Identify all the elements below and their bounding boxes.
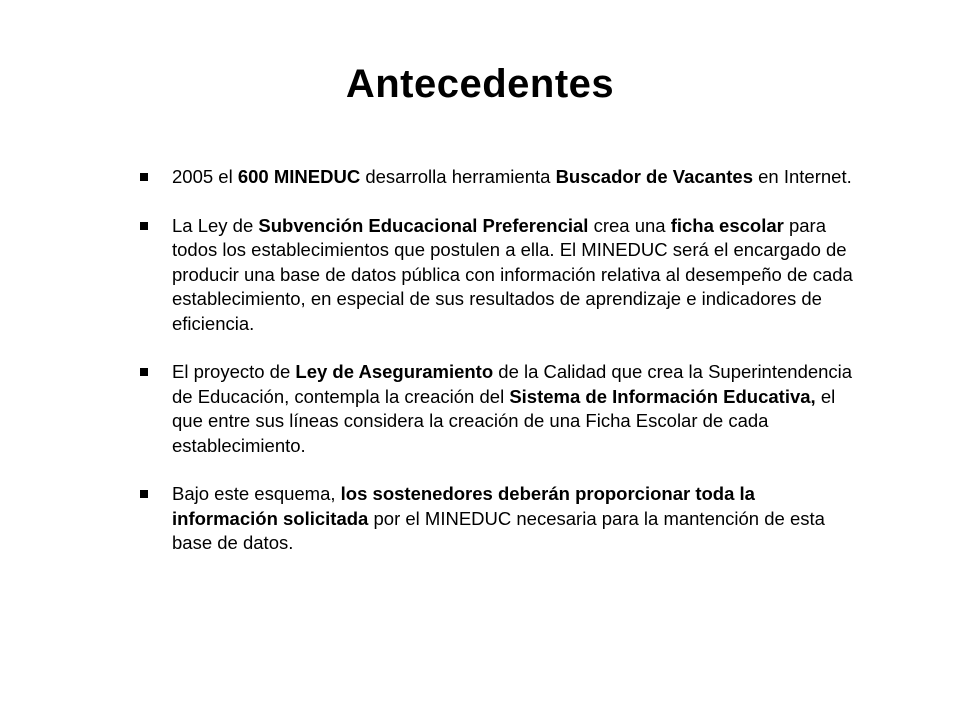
text-segment: 2005 el (172, 166, 238, 187)
bullet-item (140, 165, 860, 190)
bullet-text (172, 361, 852, 456)
bold-segment: Buscador de Vacantes (555, 166, 753, 187)
bold-segment: los sostenedores deberán proporcionar toda la información solicitada (172, 483, 755, 529)
bullet-item (140, 214, 860, 337)
square-bullet-icon (140, 173, 148, 181)
square-bullet-icon (140, 222, 148, 230)
bullet-item (140, 360, 860, 458)
text-segment: en Internet. (752, 166, 852, 187)
text-segment: para todos los establecimientos que postulen a ella. El MINEDUC será el encargado de producir una base de datos pública con información relativa al desempeño de cada establecimiento, en especial de sus resultados de aprendizaje e indicadores de eficiencia. (172, 214, 853, 334)
text-segment: desarrolla herramienta (360, 166, 556, 187)
text-segment: El proyecto de (172, 361, 296, 382)
bold-segment: ficha escolar (670, 214, 784, 236)
bold-segment: Sistema de Información Educativa, (509, 385, 816, 407)
text-segment: Bajo este esquema, (172, 483, 341, 504)
text-segment: por el MINEDUC necesaria para la mantención de esta base de datos. (172, 507, 825, 553)
slide-title: Antecedentes (345, 62, 615, 106)
square-bullet-icon (140, 368, 148, 376)
bullet-text (172, 483, 825, 553)
bullet-text (172, 166, 852, 187)
text-segment: el que entre sus líneas considera la creación de una Ficha Escolar de cada establecimiento. (172, 385, 836, 456)
bold-segment: 600 MINEDUC (237, 166, 361, 187)
bold-segment: Subvención Educacional Preferencial (258, 214, 589, 236)
bold-segment: Ley de Aseguramiento (295, 361, 494, 382)
bullet-list (140, 165, 860, 556)
square-bullet-icon (140, 490, 148, 498)
text-segment: de la Calidad que crea la Superintendencia de Educación, contempla la creación del (172, 361, 853, 407)
text-segment: crea una (588, 214, 671, 236)
bullet-item (140, 482, 860, 556)
bullet-text (172, 215, 853, 334)
text-segment: La Ley de (172, 214, 259, 236)
